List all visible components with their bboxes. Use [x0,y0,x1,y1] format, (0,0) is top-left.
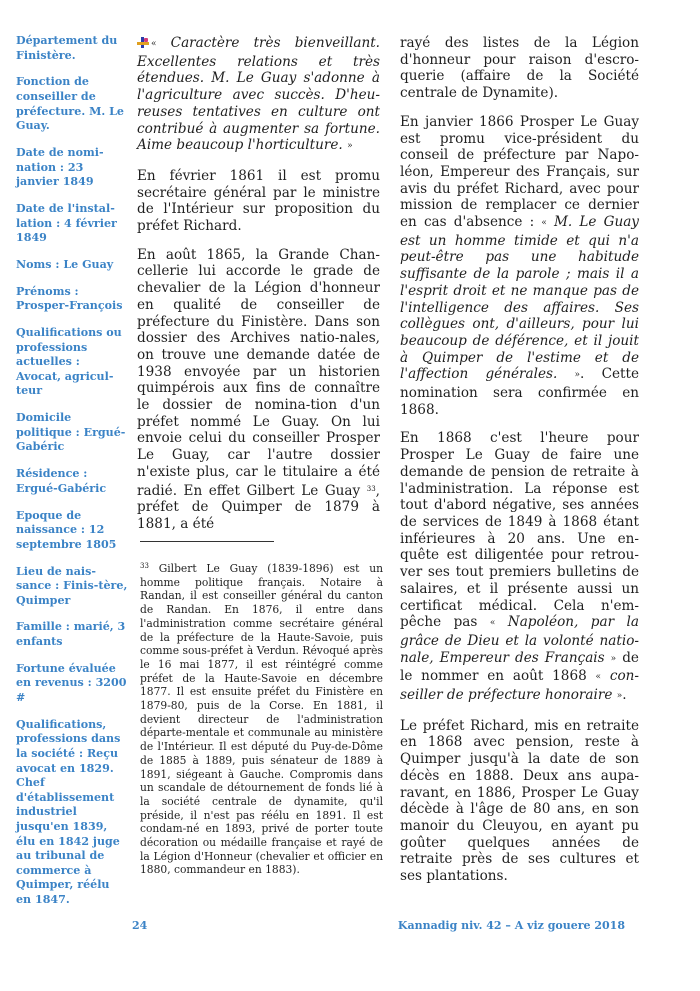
field-domicile-politique: Domicile politique : Ergué-Gabéric [16,411,126,454]
footnote-ref: 33 [366,484,376,493]
field-famille: Famille : marié, 3 enfants [16,620,126,649]
field-date-installation: Date de l'instal-lation : 4 février 1849 [16,201,117,245]
field-noms: Noms : Le Guay [16,257,114,271]
field-prenoms: Prénoms : Prosper-François [16,284,123,313]
field-qualifications-actuelles: Qualifications ou professions actuelles : Avocat, agricul-teur [16,326,122,398]
footnote-divider [140,541,274,542]
publication-footer: Kannadig niv. 42 – A viz gouere 2018 [397,919,625,932]
field-lieu-naissance: Lieu de nais-sance : Finis-tère, Quimper [16,564,128,607]
paragraph-1861: En février 1861 il est promu secrétaire général par le ministre de l'Intérieur sur proposition du préfet Richard. [137,167,380,235]
field-fortune: Fortune évaluée en revenus : 3200 # [16,661,127,705]
footnote-33: $^{33}$ Gilbert Le Guay (1839-1896) est un homme politique français. Notaire à Randan, il est conseiller général du canton de Randan. En 1876, il entre dans l'administration comme secrétaire général de la préfecture de la Haute-Savoie, puis comme sous-préfet à Verdun. Révoqué après le 16 mai 1877, il est réintégré comme préfet de la Haute-Savoie en décembre 1877. Il est ensuite préfet du Finistère en 1879-80, puis de la Corse. En 1881, il devient directeur de l'administration départe-mentale et communale au ministère de l'Intérieur. Il est député du Puy-de-Dôme de 1885 à 1889, puis sénateur de 1889 à 1891, siégeant à Gauche. Compromis dans un scandale de détournement de fonds lié à la société centrale de dynamite, qu'il préside, il n'est pas réélu en 1891. Il est condam-né en 1893, privé de porter toute décoration ou médaille française et rayé de la Légion d'Honneur (chevalier et officier en 1880, commandeur en 1883). [140,562,383,877]
paragraph-1868: En 1868 c'est l'heure pour Prosper Le Guay de faire une demande de pension de retraite à l'administration. La réponse est tout d'abord négative, ses années de services de 1849 à 1868 étant inférieures à 20 ans. Une en-quête est diligentée pour retrou-ver ses tout premiers bulletins de salaires, et il présente aussi un certificat médical. Cela n'em-pêche pas « Napoléon, par la grâce de Dieu et la volonté natio-nale, Empereur des Français » de le nommer en août 1868 « con-seiller de préfecture honoraire ». [400,430,639,704]
page-number: 24 [132,919,148,932]
middle-column [137,35,380,545]
prefect-assessment-quote: « Caractère très bienveillant. Excellentes relations et très étendues. M. Le Guay s'adonne à l'agriculture avec succès. D'heu-reuses tentatives en culture ont contribué à augmenter sa fortune. Aime beaucoup l'horticulture. » [137,35,380,154]
field-fonction: Fonction de conseiller de préfecture. M. Le Guay. [16,75,124,133]
cross-logo-icon [137,37,149,48]
paragraph-1866: En janvier 1866 Prosper Le Guay est promu vice-président du conseil de préfecture par Napo-léon, Empereur des Français, sur avis du préfet Richard, avec pour mission de remplacer ce dernier en cas d'absence : « M. Le Guay est un homme timide et qui n'a peut-être pas une habitude suffisante de la parole ; mais il a l'esprit droit et ne manque pas de l'intelligence des affaires. Ses collègues ont, d'ailleurs, pour lui beaucoup de déférence, et il jouit à Quimper de l'estime et de l'affection générales. ». Cette nomination sera confirmée en 1868. [400,113,639,418]
field-qualifications-societe: Qualifications, professions dans la société : Reçu avocat en 1829. Chef d'établissement industriel jusqu'en 1839, élu en 1842 juge au tribunal de commerce à Quimper, réélu en 1847. [16,717,121,906]
paragraph-raye: rayé des listes de la Légion d'honneur pour raison d'escro-querie (affaire de la Société centrale de Dynamite). [400,35,639,102]
paragraph-richard-retirement: Le préfet Richard, mis en retraite en 1868 avec pension, reste à Quimper jusqu'à la date de son décès en 1888. Deux ans aupa-ravant, en 1886, Prosper Le Guay décède à l'âge de 80 ans, en son manoir du Cleuyou, en ayant pu goûter quelques années de retraite près de ses cultures et ses plantations. [400,717,639,885]
sidebar-record-fields [16,34,128,920]
field-residence: Résidence : Ergué-Gabéric [16,467,107,495]
right-column [400,35,639,897]
field-naissance: Epoque de naissance : 12 septembre 1805 [16,508,117,551]
field-departement: Département du Finistère. [16,34,118,62]
field-date-nomination: Date de nomi-nation : 23 janvier 1849 [16,145,104,189]
footnote-number: 33 [140,562,149,570]
paragraph-1865: En août 1865, la Grande Chan-cellerie lui accorde le grade de chevalier de la Légion d'honneur en qualité de conseiller de préfecture du Finistère. Dans son dossier des Archives natio-nales, on trouve une demande datée de 1938 envoyée par un historien quimpérois aux fins de connaître le dossier de nomina-tion d'un préfet nommé Le Guay. On lui envoie celui du conseiller Prosper Le Guay, car l'autre dossier n'existe plus, car le titulaire a été radié. En effet Gilbert Le Guay $^{33}$, préfet de Quimper de 1879 à 1881, a été [137,246,380,532]
